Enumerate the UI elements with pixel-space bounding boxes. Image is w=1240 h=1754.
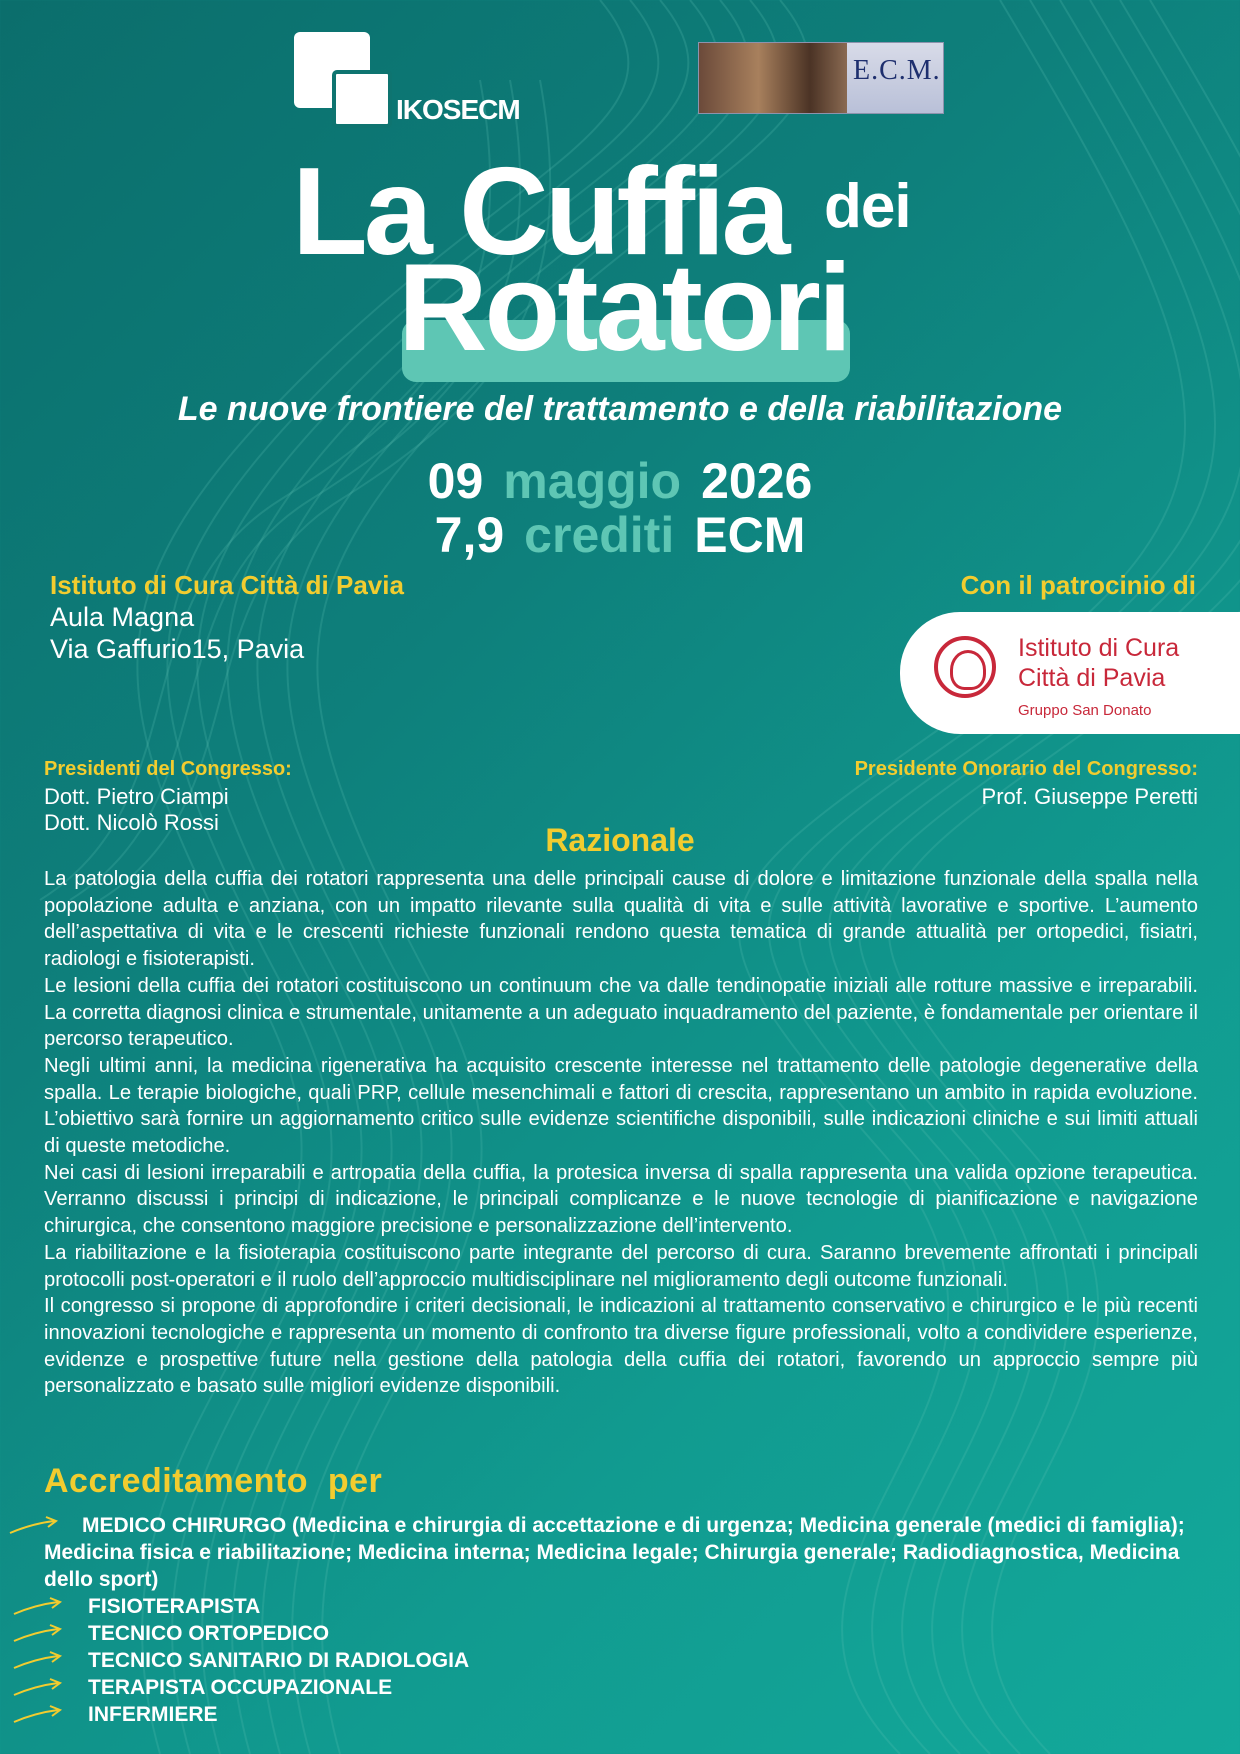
razionale-paragraph: Nei casi di lesioni irreparabili e artropatia della cuffia, la protesica inversa di spalla rappresenta una valida opzione terapeutica. Verranno discussi i principi di indicazione, le principali complicanze e le nuove tecnologie di pianificazione e navigazione chirurgica, che consentono maggiore precisione e personalizzazione dell’intervento.: [44, 1161, 1198, 1238]
accreditation-item-text: TECNICO SANITARIO DI RADIOLOGIA: [88, 1649, 470, 1672]
accreditation-item: [44, 1674, 1198, 1701]
event-year: 2026: [701, 453, 813, 509]
institute-emblem-icon: [934, 636, 996, 698]
razionale-paragraph: Il congresso si propone di approfondire i criteri decisionali, le indicazioni al trattamento conservativo e chirurgico e le più recenti innovazioni tecnologiche e rappresenta un momento di confronto tra diverse figure professionali, volto a condividere esperienze, evidenze e prospettive future nella gestione della patologia della cuffia dei rotatori, favorendo un approccio sempre più personalizzato e basato sulle migliori evidenze disponibili.: [44, 1295, 1198, 1398]
title-part3: Rotatori: [398, 239, 850, 377]
ecm-logo-text: E.C.M.: [853, 55, 941, 86]
arrow-icon: [12, 1704, 66, 1726]
event-month: maggio: [503, 453, 682, 509]
patron-logo-line2: Città di Pavia: [1018, 664, 1166, 692]
ikosecm-logo-text: IKOSECM: [396, 94, 520, 125]
event-date: [0, 453, 1240, 509]
patron-logo-line3: Gruppo San Donato: [1018, 702, 1152, 719]
presidents-label: Presidenti del Congresso:: [44, 758, 292, 780]
accreditation-item: [44, 1620, 1198, 1647]
accreditation-item: [44, 1512, 1198, 1593]
accreditation-item-text: TERAPISTA OCCUPAZIONALE: [88, 1676, 393, 1699]
title-part2: dei: [824, 172, 911, 241]
patronage-label: Con il patrocinio di: [960, 570, 1196, 600]
razionale-paragraph: La patologia della cuffia dei rotatori rappresenta una delle principali cause di dolore e limitazione funzionale della spalla nella popolazione adulta e anziana, con un impatto rilevante sulla qualità di vita e sulle attività lavorative e sportive. L’aumento dell’aspettativa di vita e le crescenti richieste funzionali rendono questa tematica di grande attualità per ortopedici, fisiatri, radiologi e fisioterapisti.: [44, 868, 1198, 971]
arrow-icon: [12, 1650, 66, 1672]
patron-logo-line1: Istituto di Cura: [1018, 634, 1180, 662]
accreditation-item-text: MEDICO CHIRURGO (Medicina e chirurgia di accettazione e di urgenza; Medicina generale (medici di famiglia); Medicina fisica e riabilitazione; Medicina interna; Medicina legale; Chirurgia generale; Radiodiagnostica, Medicina dello sport): [44, 1514, 1185, 1591]
ecm-logo-photo: [699, 43, 847, 113]
accreditation-item: [44, 1701, 1198, 1728]
razionale-paragraph: Le lesioni della cuffia dei rotatori costituiscono un continuum che va dalle tendinopatie iniziali alle rotture massive e irreparabili. La corretta diagnosi clinica e strumentale, unitamente a un adeguato inquadramento del paziente, è fondamentale per orientare il percorso terapeutico.: [44, 974, 1198, 1051]
razionale-paragraph: Negli ultimi anni, la medicina rigenerativa ha acquisito crescente interesse nel trattamento delle patologie degenerative della spalla. Le terapie biologiche, quali PRP, cellule mesenchimali e fattori di crescita, rappresentano un ambito in rapida evoluzione. L’obiettivo sarà fornire un aggiornamento critico sulle evidenze scientifiche disponibili, sulle indicazioni cliniche e sui limiti attuali di queste metodiche.: [44, 1054, 1198, 1158]
arrow-icon: [12, 1623, 66, 1645]
credits-word: crediti: [524, 507, 675, 563]
title-part1: La Cuffia: [292, 143, 787, 281]
event-credits: [0, 507, 1240, 563]
arrow-icon: [12, 1677, 66, 1699]
president-name: Dott. Pietro Ciampi: [44, 784, 229, 809]
ecm-logo: [698, 42, 944, 114]
accreditation-item: [44, 1593, 1198, 1620]
accreditation-title: Accreditamento per: [44, 1462, 383, 1500]
accreditation-item: [44, 1647, 1198, 1674]
arrow-icon: [12, 1596, 66, 1618]
credits-type: ECM: [694, 507, 806, 563]
accreditation-item-text: FISIOTERAPISTA: [88, 1595, 261, 1618]
credits-value: 7,9: [434, 507, 505, 563]
honorary-president-label: Presidente Onorario del Congresso:: [854, 758, 1198, 780]
logo-square-icon: [332, 70, 392, 128]
honorary-president-name: Prof. Giuseppe Peretti: [981, 784, 1198, 809]
accreditation-item-text: TECNICO ORTOPEDICO: [88, 1622, 330, 1645]
accreditation-item-text: INFERMIERE: [88, 1703, 218, 1726]
arrow-icon: [8, 1515, 62, 1537]
patron-logo-card: [900, 612, 1240, 734]
razionale-body: [44, 866, 1198, 1400]
razionale-title: Razionale: [545, 822, 695, 858]
subtitle: Le nuove frontiere del trattamento e della riabilitazione: [177, 390, 1063, 428]
venue-address: Via Gaffurio15, Pavia: [50, 634, 305, 664]
venue-name: Istituto di Cura Città di Pavia: [50, 570, 404, 600]
venue-room: Aula Magna: [50, 602, 195, 632]
event-day: 09: [427, 453, 484, 509]
ikosecm-logo: [294, 32, 534, 124]
razionale-paragraph: La riabilitazione e la fisioterapia costituiscono parte integrante del percorso di cura. Saranno brevemente affrontati i principali protocolli post-operatori e il ruolo dell’approccio multidisciplinare nel miglioramento degli outcome funzionali.: [44, 1241, 1198, 1291]
president-name: Dott. Nicolò Rossi: [44, 810, 219, 835]
accreditation-list: [44, 1512, 1198, 1728]
